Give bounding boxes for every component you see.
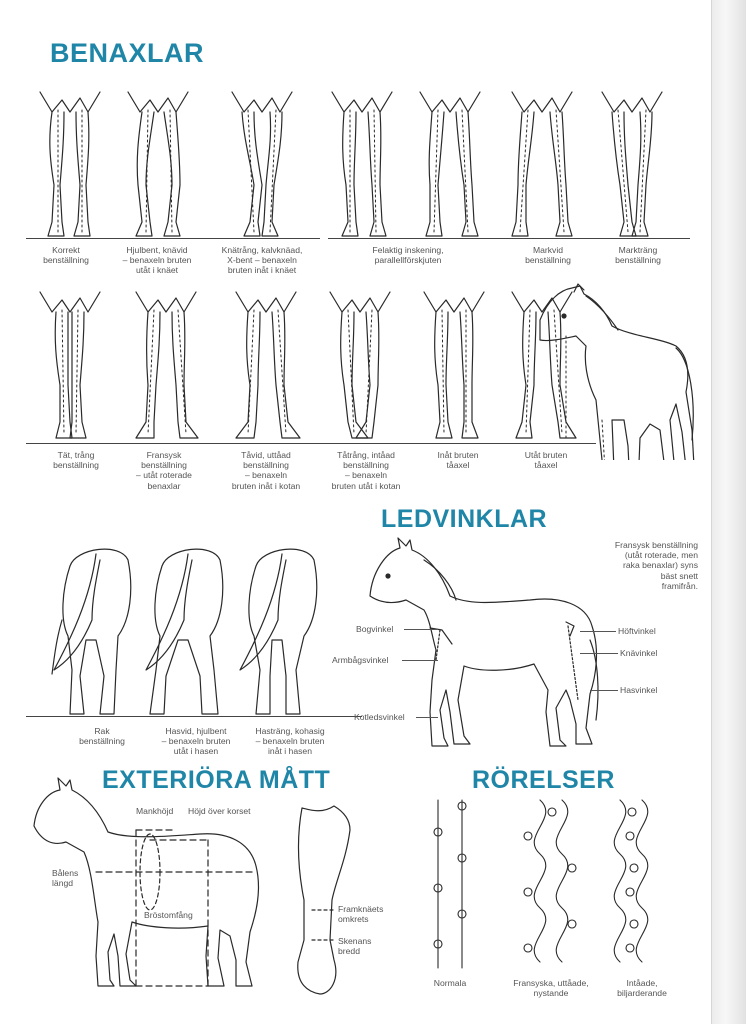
caption-utat-bruten: Utåt bruten tåaxel [524,450,568,471]
heading-rorelser: RÖRELSER [472,766,615,794]
caption-fransyska: Fransyska, uttåade, nystande [513,978,589,999]
label-skenans-bredd: Skenans bredd [338,936,372,957]
caption-rak-benstallning: Rak benställning [79,726,125,747]
caption-hjulbent-knavid: Hjulbent, knävid – benaxeln bruten utåt i knäet [122,245,192,276]
label-kotledsvinkel: Kotledsvinkel [354,712,405,722]
label-armbagsvinkel: Armbågsvinkel [332,655,389,665]
label-knavinkel: Knävinkel [620,648,658,658]
caption-inat-bruten: Inåt bruten tåaxel [437,450,479,471]
fransysk-note: Fransysk benställning (utåt roterade, men raka benaxlar) syns bäst snett framifrån. [614,540,698,591]
heading-benaxlar: BENAXLAR [50,38,205,68]
caption-marktrang: Markträng benställning [615,245,661,266]
heading-ledvinklar: LEDVINKLAR [381,505,548,533]
caption-fransysk: Fransysk benställning – utåt roterade benaxlar [136,450,192,491]
heading-exteriora-matt: EXTERIÖRA MÅTT [102,766,331,794]
caption-normala: Normala [433,978,467,988]
label-balens-langd: Bålens längd [52,868,79,889]
caption-hasvid: Hasvid, hjulbent – benaxeln bruten utåt i hasen [161,726,231,757]
caption-hastrang: Hasträng, kohasig – benaxeln bruten inåt i hasen [255,726,325,757]
label-hojd-over-korset: Höjd över korset [188,806,251,816]
label-hasvinkel: Hasvinkel [620,685,658,695]
label-brostomfang: Bröstomfång [144,910,193,920]
caption-korrekt: Korrekt benställning [43,245,89,266]
caption-tavid-uttaad: Tåvid, uttåad benställning – benaxeln bruten inåt i kotan [231,450,301,491]
caption-tat-trang: Tät, trång benställning [53,450,99,471]
label-hoftvinkel: Höftvinkel [618,626,656,636]
label-mankhojd: Mankhöjd [136,806,174,816]
label-framknaets-omkrets: Framknäets omkrets [338,904,384,925]
caption-tatrang-intaad: Tåtrång, intåad benställning – benaxeln bruten utåt i kotan [331,450,401,491]
caption-markvid: Markvid benställning [525,245,571,266]
caption-felaktig-inskening: Felaktig inskening, parallellförskjuten [372,245,444,266]
label-bogvinkel: Bogvinkel [356,624,394,634]
caption-knatrang: Knätrång, kalvknäad, X-bent – benaxeln bruten inåt i knäet [221,245,303,276]
caption-intaade: Intåade, biljarderande [617,978,667,999]
